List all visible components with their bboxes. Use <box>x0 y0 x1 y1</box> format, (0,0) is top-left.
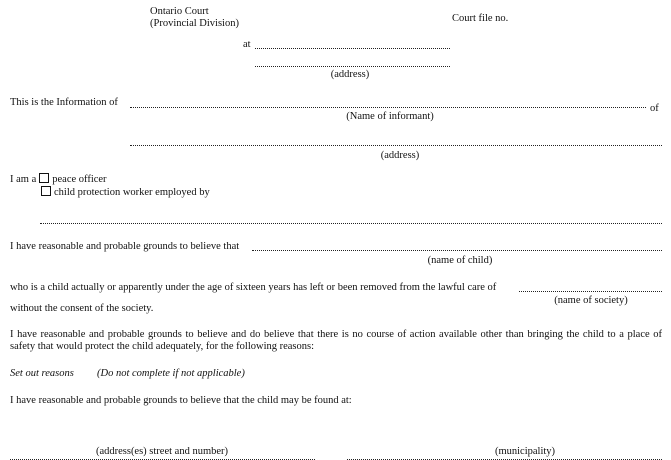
court-location-field[interactable] <box>255 48 450 49</box>
peace-officer-checkbox[interactable] <box>39 173 49 183</box>
role-option-peace-officer <box>10 173 210 186</box>
informant-address-field[interactable] <box>130 145 662 146</box>
child-protection-worker-checkbox[interactable] <box>41 186 51 196</box>
society-name-caption: (name of society) <box>554 295 628 306</box>
location-found-text: I have reasonable and probable grounds to believe that the child may be found at: <box>10 395 352 406</box>
informant-of-label: of <box>650 103 659 114</box>
court-name <box>150 6 239 30</box>
society-name-field[interactable] <box>519 291 662 292</box>
set-out-reasons-label: Set out reasons <box>10 368 74 379</box>
municipality-caption: (municipality) <box>494 446 556 457</box>
at-label: at <box>243 39 251 50</box>
child-name-caption: (name of child) <box>427 255 493 266</box>
court-file-label: Court file no. <box>452 13 509 24</box>
court-name-line1: Ontario Court <box>150 6 209 17</box>
role-group <box>10 173 210 199</box>
informant-intro: This is the Information of <box>10 97 118 108</box>
street-address-caption: (address(es) street and number) <box>95 446 229 457</box>
i-am-a-label: I am a <box>10 174 37 185</box>
safety-paragraph: I have reasonable and probable grounds to believe and do believe that there is no course of action available other than bringing the child to a place of safety that would protect the child adequately, for the following reasons: <box>10 329 662 353</box>
not-applicable-note: (Do not complete if not applicable) <box>97 368 245 379</box>
informant-address-caption: (address) <box>380 150 420 161</box>
court-name-line2: (Provincial Division) <box>150 18 239 30</box>
peace-officer-label: peace officer <box>52 174 107 185</box>
informant-name-field[interactable] <box>130 107 646 108</box>
child-protection-worker-label: child protection worker employed by <box>54 187 210 199</box>
court-address-field[interactable] <box>255 66 450 67</box>
court-address-caption: (address) <box>330 69 370 80</box>
informant-name-caption: (Name of informant) <box>346 111 434 122</box>
society-left-text: who is a child actually or apparently under the age of sixteen years has left or been removed from the lawful care of <box>10 282 497 293</box>
child-grounds-text: I have reasonable and probable grounds to believe that <box>10 241 240 252</box>
employer-field[interactable] <box>40 223 662 224</box>
role-option-child-protection-worker <box>38 186 210 199</box>
society-consent-text: without the consent of the society. <box>10 303 154 314</box>
child-name-field[interactable] <box>252 250 662 251</box>
